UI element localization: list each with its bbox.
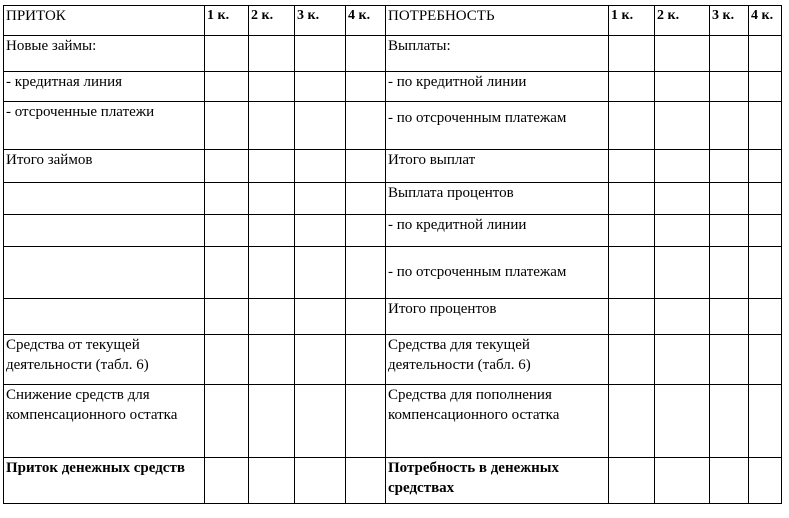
value-cell [346,36,386,72]
value-cell [205,102,249,150]
value-cell [609,247,655,299]
value-cell [205,72,249,102]
value-cell [346,183,386,215]
value-cell [346,299,386,335]
value-cell [655,215,710,247]
value-cell [749,102,782,150]
value-cell [655,183,710,215]
value-cell [710,299,749,335]
value-cell [205,385,249,458]
value-cell [749,183,782,215]
value-cell [609,102,655,150]
value-cell [609,335,655,385]
value-cell [609,150,655,183]
value-cell [749,385,782,458]
value-cell [249,385,295,458]
value-cell [249,72,295,102]
value-cell [205,150,249,183]
header-q3-right: 3 к. [710,6,749,36]
value-cell [295,102,346,150]
value-cell [710,72,749,102]
value-cell [205,335,249,385]
value-cell [346,150,386,183]
row-right-label: Потребность в денежных средствах [386,458,609,504]
value-cell [609,36,655,72]
value-cell [249,150,295,183]
table-row [4,102,782,150]
value-cell [609,215,655,247]
value-cell [295,36,346,72]
row-right-label: - по отсроченным платежам [386,247,609,299]
value-cell [710,183,749,215]
row-right-label: - по кредитной линии [386,215,609,247]
value-cell [655,385,710,458]
value-cell [609,299,655,335]
row-left-label [4,247,205,299]
header-q4-left: 4 к. [346,6,386,36]
header-q1-left: 1 к. [205,6,249,36]
row-right-label: Средства для текущей деятельности (табл. 6) [386,335,609,385]
value-cell [655,150,710,183]
table-row [4,299,782,335]
value-cell [749,458,782,504]
row-left-label: - отсроченные платежи [4,102,205,150]
value-cell [749,299,782,335]
value-cell [249,102,295,150]
value-cell [710,215,749,247]
value-cell [249,335,295,385]
value-cell [655,299,710,335]
value-cell [295,458,346,504]
value-cell [710,385,749,458]
value-cell [710,102,749,150]
value-cell [295,299,346,335]
row-left-label: - кредитная линия [4,72,205,102]
value-cell [249,215,295,247]
table-row [4,335,782,385]
table-row [4,385,782,458]
table-row [4,72,782,102]
row-left-label [4,299,205,335]
table-row [4,458,782,504]
row-right-label: - по кредитной линии [386,72,609,102]
row-right-label: - по отсроченным платежам [386,102,609,150]
row-right-label: Выплата процентов [386,183,609,215]
value-cell [655,102,710,150]
value-cell [749,36,782,72]
value-cell [609,183,655,215]
header-q1-right: 1 к. [609,6,655,36]
value-cell [346,247,386,299]
value-cell [710,150,749,183]
header-row [4,6,782,36]
row-left-label: Средства от текущей деятельности (табл. 6) [4,335,205,385]
value-cell [749,150,782,183]
value-cell [346,385,386,458]
value-cell [205,215,249,247]
value-cell [609,72,655,102]
header-q2-left: 2 к. [249,6,295,36]
value-cell [346,215,386,247]
row-left-label: Итого займов [4,150,205,183]
row-left-label [4,183,205,215]
table-row [4,183,782,215]
value-cell [655,36,710,72]
row-left-label: Приток денежных средств [4,458,205,504]
value-cell [295,247,346,299]
value-cell [205,247,249,299]
value-cell [205,36,249,72]
row-left-label: Новые займы: [4,36,205,72]
value-cell [655,247,710,299]
row-left-label [4,215,205,247]
value-cell [295,72,346,102]
value-cell [295,335,346,385]
table-row [4,215,782,247]
value-cell [249,458,295,504]
table-row [4,36,782,72]
value-cell [346,458,386,504]
value-cell [295,150,346,183]
header-inflow: ПРИТОК [4,6,205,36]
value-cell [655,72,710,102]
value-cell [710,36,749,72]
value-cell [609,458,655,504]
value-cell [249,299,295,335]
cash-flow-table [3,5,782,504]
value-cell [295,215,346,247]
row-right-label: Выплаты: [386,36,609,72]
value-cell [346,102,386,150]
row-right-label: Итого процентов [386,299,609,335]
value-cell [205,458,249,504]
row-left-label: Снижение средств для компенсационного остатка [4,385,205,458]
row-right-label: Средства для пополнения компенсационного остатка [386,385,609,458]
value-cell [710,335,749,385]
value-cell [249,183,295,215]
value-cell [295,385,346,458]
header-q3-left: 3 к. [295,6,346,36]
value-cell [249,247,295,299]
value-cell [749,247,782,299]
value-cell [655,335,710,385]
value-cell [749,215,782,247]
row-right-label: Итого выплат [386,150,609,183]
value-cell [655,458,710,504]
value-cell [710,458,749,504]
header-need: ПОТРЕБНОСТЬ [386,6,609,36]
table-row [4,247,782,299]
value-cell [749,335,782,385]
header-q4-right: 4 к. [749,6,782,36]
value-cell [205,183,249,215]
value-cell [710,247,749,299]
value-cell [749,72,782,102]
value-cell [249,36,295,72]
value-cell [205,299,249,335]
value-cell [346,72,386,102]
header-q2-right: 2 к. [655,6,710,36]
table-row [4,150,782,183]
value-cell [609,385,655,458]
value-cell [346,335,386,385]
value-cell [295,183,346,215]
